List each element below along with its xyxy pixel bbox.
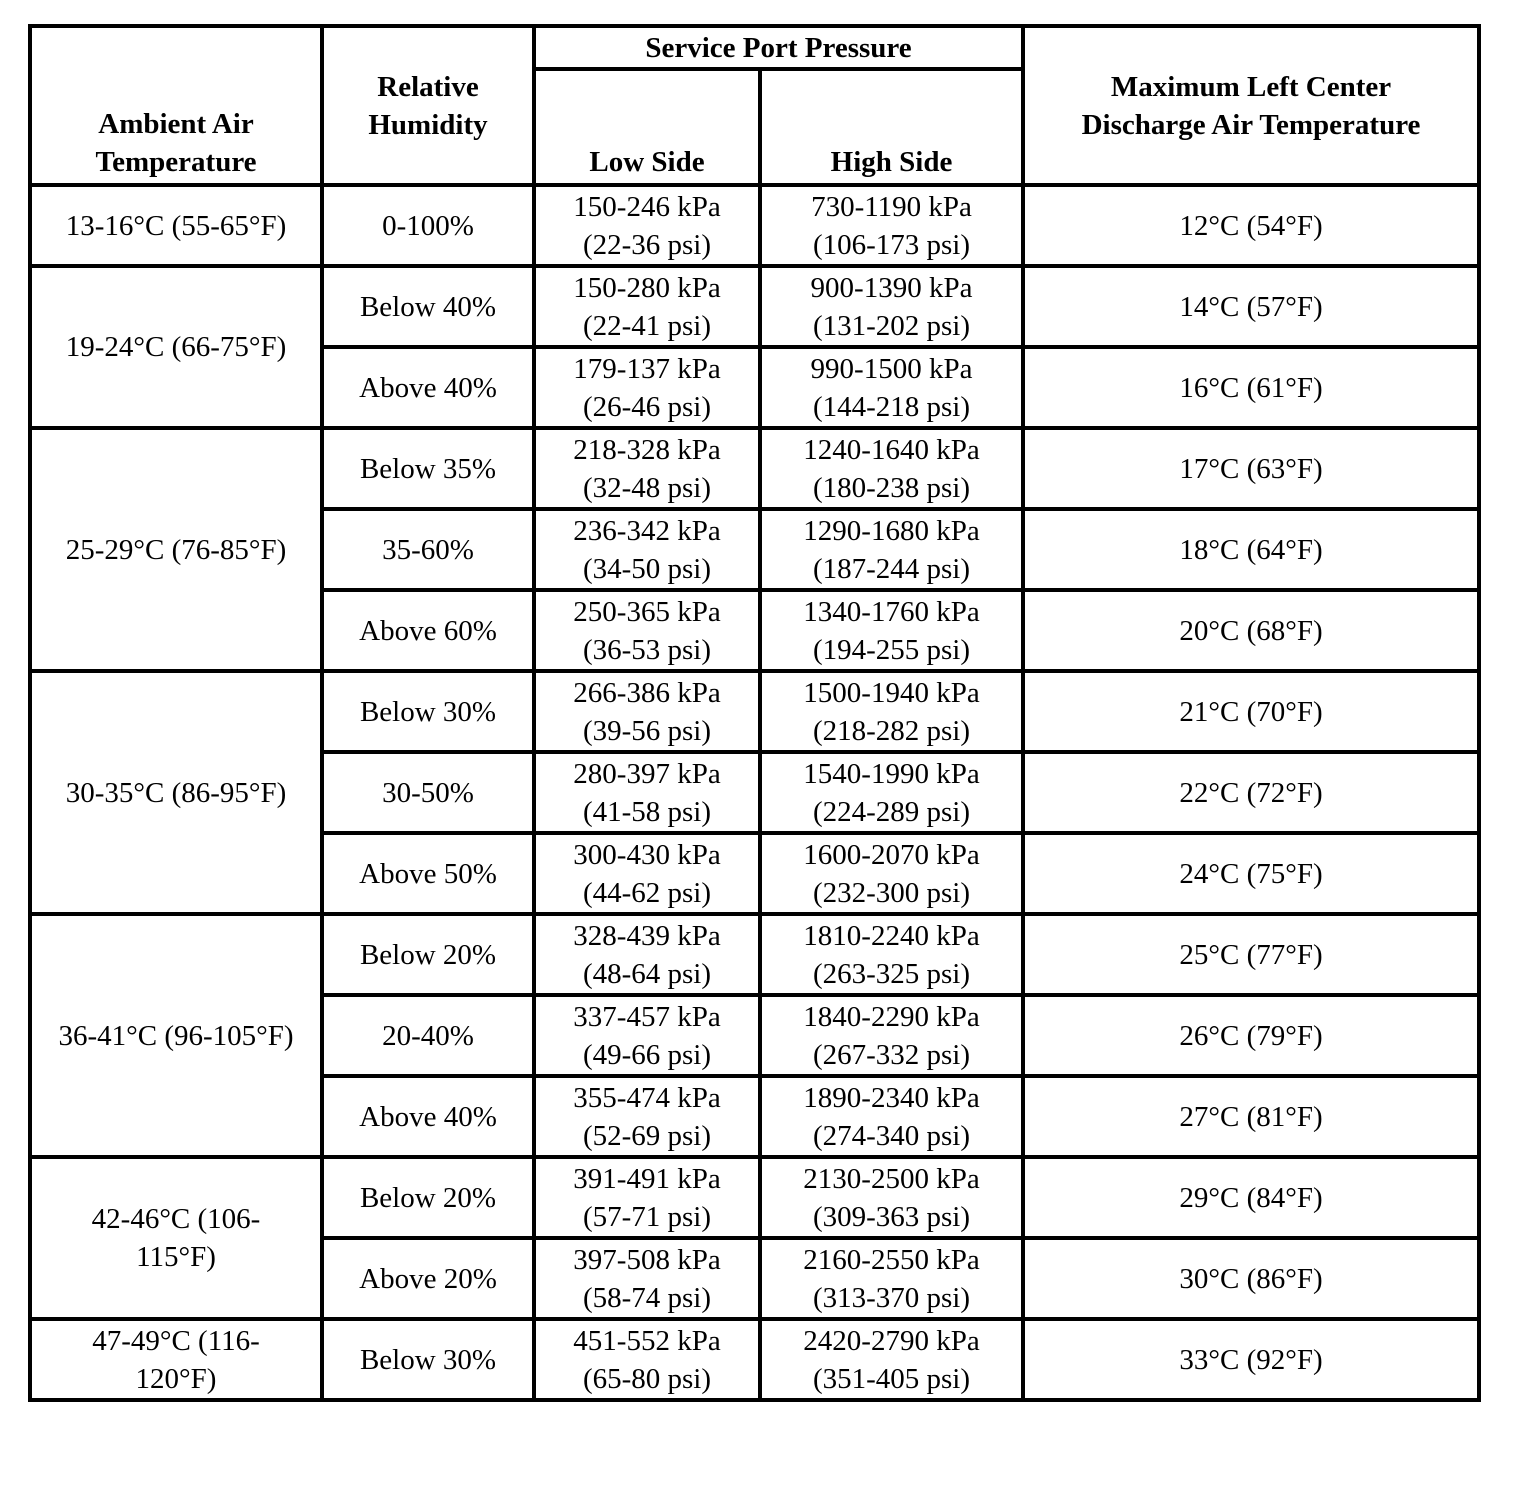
ambient-temperature-line: 19-24°C (66-75°F)	[65, 331, 287, 363]
table-row	[30, 1157, 1479, 1238]
low-side-pressure-cell	[534, 914, 760, 995]
relative-humidity-cell: Below 30%	[322, 1319, 534, 1400]
max-discharge-temperature-cell: 24°C (75°F)	[1023, 833, 1479, 914]
high-side-pressure-cell	[760, 185, 1023, 266]
high-side-kpa: 1240-1640 kPa	[803, 433, 980, 466]
low-side-pressure-cell	[534, 1319, 760, 1400]
high-side-pressure-cell	[760, 914, 1023, 995]
low-side-pressure-cell	[534, 1076, 760, 1157]
header-max-discharge-temperature	[1023, 26, 1479, 185]
high-side-pressure-cell	[760, 1238, 1023, 1319]
high-side-psi: (313-370 psi)	[812, 1281, 971, 1314]
max-discharge-temperature-cell: 14°C (57°F)	[1023, 266, 1479, 347]
ambient-temperature-line: 30-35°C (86-95°F)	[65, 776, 287, 809]
header-ambient-line-2: Temperature	[95, 146, 257, 178]
low-side-psi: (39-56 psi)	[582, 714, 712, 747]
low-side-pressure-cell	[534, 266, 760, 347]
relative-humidity-cell: 0-100%	[322, 185, 534, 266]
pressure-reference-table	[28, 24, 1481, 1402]
low-side-psi: (26-46 psi)	[582, 390, 712, 423]
high-side-psi: (224-289 psi)	[812, 795, 971, 828]
table-row	[30, 671, 1479, 752]
high-side-pressure-cell	[760, 995, 1023, 1076]
high-side-pressure-cell	[760, 266, 1023, 347]
high-side-psi: (106-173 psi)	[812, 228, 971, 261]
low-side-kpa: 250-365 kPa	[573, 595, 721, 628]
relative-humidity-cell: Below 20%	[322, 914, 534, 995]
table-row	[30, 914, 1479, 995]
low-side-psi: (22-41 psi)	[582, 309, 712, 342]
low-side-kpa: 397-508 kPa	[573, 1243, 721, 1276]
high-side-pressure-cell	[760, 1076, 1023, 1157]
header-relative-humidity	[322, 26, 534, 185]
low-side-kpa: 236-342 kPa	[573, 514, 721, 547]
low-side-kpa: 179-137 kPa	[573, 352, 721, 385]
low-side-psi: (49-66 psi)	[582, 1038, 712, 1071]
ambient-temperature-cell	[30, 428, 322, 671]
ambient-temperature-cell	[30, 671, 322, 914]
relative-humidity-cell: 20-40%	[322, 995, 534, 1076]
high-side-pressure-cell	[760, 590, 1023, 671]
low-side-kpa: 451-552 kPa	[573, 1324, 721, 1357]
relative-humidity-cell: Above 50%	[322, 833, 534, 914]
low-side-psi: (41-58 psi)	[582, 795, 712, 828]
header-row-top	[30, 26, 1479, 69]
relative-humidity-cell: Above 60%	[322, 590, 534, 671]
ambient-temperature-line: 36-41°C (96-105°F)	[58, 1019, 294, 1052]
high-side-kpa: 990-1500 kPa	[810, 352, 973, 385]
low-side-kpa: 218-328 kPa	[573, 433, 721, 466]
low-side-kpa: 150-280 kPa	[573, 271, 721, 304]
high-side-psi: (232-300 psi)	[812, 876, 971, 909]
ambient-temperature-line: 13-16°C (55-65°F)	[65, 209, 287, 242]
high-side-pressure-cell	[760, 347, 1023, 428]
relative-humidity-cell: 35-60%	[322, 509, 534, 590]
low-side-kpa: 266-386 kPa	[573, 676, 721, 709]
low-side-pressure-cell	[534, 833, 760, 914]
high-side-pressure-cell	[760, 833, 1023, 914]
high-side-kpa: 900-1390 kPa	[810, 271, 973, 304]
max-discharge-temperature-cell: 20°C (68°F)	[1023, 590, 1479, 671]
high-side-psi: (131-202 psi)	[812, 309, 971, 342]
high-side-psi: (218-282 psi)	[812, 714, 971, 747]
table-body	[30, 185, 1479, 1400]
low-side-psi: (36-53 psi)	[582, 633, 712, 666]
table-row	[30, 428, 1479, 509]
high-side-kpa: 1540-1990 kPa	[803, 757, 980, 790]
relative-humidity-cell: 30-50%	[322, 752, 534, 833]
ambient-temperature-cell	[30, 1157, 322, 1319]
high-side-psi: (194-255 psi)	[812, 633, 971, 666]
relative-humidity-cell: Below 40%	[322, 266, 534, 347]
high-side-kpa: 1600-2070 kPa	[803, 838, 980, 871]
high-side-pressure-cell	[760, 671, 1023, 752]
ambient-temperature-line: 115°F)	[136, 1241, 216, 1273]
header-humidity-line-1: Relative	[377, 70, 479, 103]
max-discharge-temperature-cell: 17°C (63°F)	[1023, 428, 1479, 509]
header-ambient-air-temperature	[30, 26, 322, 185]
low-side-psi: (32-48 psi)	[582, 471, 712, 504]
header-high-side: High Side	[760, 69, 1023, 185]
relative-humidity-cell: Above 20%	[322, 1238, 534, 1319]
header-service-port-pressure: Service Port Pressure	[534, 26, 1023, 69]
low-side-pressure-cell	[534, 590, 760, 671]
max-discharge-temperature-cell: 12°C (54°F)	[1023, 185, 1479, 266]
ambient-temperature-line: 120°F)	[135, 1362, 217, 1395]
max-discharge-temperature-cell: 27°C (81°F)	[1023, 1076, 1479, 1157]
low-side-pressure-cell	[534, 995, 760, 1076]
low-side-psi: (48-64 psi)	[582, 957, 712, 990]
low-side-pressure-cell	[534, 509, 760, 590]
low-side-kpa: 280-397 kPa	[573, 757, 721, 790]
high-side-kpa: 2420-2790 kPa	[803, 1324, 980, 1357]
max-discharge-temperature-cell: 16°C (61°F)	[1023, 347, 1479, 428]
low-side-pressure-cell	[534, 347, 760, 428]
high-side-kpa: 1890-2340 kPa	[803, 1081, 980, 1114]
header-low-side: Low Side	[534, 69, 760, 185]
high-side-psi: (180-238 psi)	[812, 471, 971, 504]
low-side-kpa: 337-457 kPa	[573, 1000, 721, 1033]
header-humidity-line-2: Humidity	[368, 108, 488, 141]
ambient-temperature-line: 25-29°C (76-85°F)	[65, 533, 287, 566]
max-discharge-temperature-cell: 21°C (70°F)	[1023, 671, 1479, 752]
high-side-kpa: 1840-2290 kPa	[803, 1000, 980, 1033]
high-side-pressure-cell	[760, 1319, 1023, 1400]
high-side-psi: (351-405 psi)	[812, 1362, 971, 1395]
ambient-temperature-line: 42-46°C (106-	[91, 1203, 261, 1235]
low-side-pressure-cell	[534, 1238, 760, 1319]
relative-humidity-cell: Above 40%	[322, 347, 534, 428]
low-side-pressure-cell	[534, 752, 760, 833]
high-side-kpa: 2130-2500 kPa	[803, 1162, 980, 1195]
relative-humidity-cell: Below 20%	[322, 1157, 534, 1238]
high-side-kpa: 1340-1760 kPa	[803, 595, 980, 628]
low-side-pressure-cell	[534, 1157, 760, 1238]
relative-humidity-cell: Above 40%	[322, 1076, 534, 1157]
low-side-psi: (52-69 psi)	[582, 1119, 712, 1152]
ambient-temperature-cell	[30, 266, 322, 428]
high-side-kpa: 1810-2240 kPa	[803, 919, 980, 952]
low-side-kpa: 300-430 kPa	[573, 838, 721, 871]
ambient-temperature-cell	[30, 185, 322, 266]
relative-humidity-cell: Below 30%	[322, 671, 534, 752]
low-side-psi: (22-36 psi)	[582, 228, 712, 261]
high-side-kpa: 1290-1680 kPa	[803, 514, 980, 547]
high-side-pressure-cell	[760, 428, 1023, 509]
high-side-pressure-cell	[760, 1157, 1023, 1238]
high-side-psi: (187-244 psi)	[812, 552, 971, 585]
high-side-psi: (263-325 psi)	[812, 957, 971, 990]
high-side-psi: (309-363 psi)	[812, 1200, 971, 1233]
table-row	[30, 266, 1479, 347]
low-side-psi: (34-50 psi)	[582, 552, 712, 585]
table-row	[30, 1319, 1479, 1400]
low-side-psi: (58-74 psi)	[582, 1281, 712, 1314]
high-side-pressure-cell	[760, 509, 1023, 590]
high-side-psi: (274-340 psi)	[812, 1119, 971, 1152]
low-side-kpa: 355-474 kPa	[573, 1081, 721, 1114]
low-side-kpa: 328-439 kPa	[573, 919, 721, 952]
max-discharge-temperature-cell: 22°C (72°F)	[1023, 752, 1479, 833]
low-side-psi: (65-80 psi)	[582, 1362, 712, 1395]
high-side-pressure-cell	[760, 752, 1023, 833]
max-discharge-temperature-cell: 26°C (79°F)	[1023, 995, 1479, 1076]
ambient-temperature-line: 47-49°C (116-	[92, 1324, 260, 1357]
header-max-discharge-line-1: Maximum Left Center	[1110, 70, 1392, 103]
max-discharge-temperature-cell: 29°C (84°F)	[1023, 1157, 1479, 1238]
high-side-kpa: 1500-1940 kPa	[803, 676, 980, 709]
high-side-kpa: 2160-2550 kPa	[803, 1243, 980, 1276]
high-side-kpa: 730-1190 kPa	[811, 190, 972, 223]
relative-humidity-cell: Below 35%	[322, 428, 534, 509]
header-ambient-line-1: Ambient Air	[98, 108, 254, 140]
max-discharge-temperature-cell: 18°C (64°F)	[1023, 509, 1479, 590]
ambient-temperature-cell	[30, 1319, 322, 1400]
low-side-psi: (57-71 psi)	[582, 1200, 712, 1233]
low-side-pressure-cell	[534, 428, 760, 509]
max-discharge-temperature-cell: 33°C (92°F)	[1023, 1319, 1479, 1400]
low-side-psi: (44-62 psi)	[582, 876, 712, 909]
table-row	[30, 185, 1479, 266]
ambient-temperature-cell	[30, 914, 322, 1157]
max-discharge-temperature-cell: 30°C (86°F)	[1023, 1238, 1479, 1319]
high-side-psi: (267-332 psi)	[812, 1038, 971, 1071]
max-discharge-temperature-cell: 25°C (77°F)	[1023, 914, 1479, 995]
low-side-pressure-cell	[534, 185, 760, 266]
low-side-kpa: 391-491 kPa	[573, 1162, 721, 1195]
high-side-psi: (144-218 psi)	[812, 390, 971, 423]
low-side-pressure-cell	[534, 671, 760, 752]
header-max-discharge-line-2: Discharge Air Temperature	[1081, 108, 1421, 141]
low-side-kpa: 150-246 kPa	[573, 190, 721, 223]
table-header	[30, 26, 1479, 185]
